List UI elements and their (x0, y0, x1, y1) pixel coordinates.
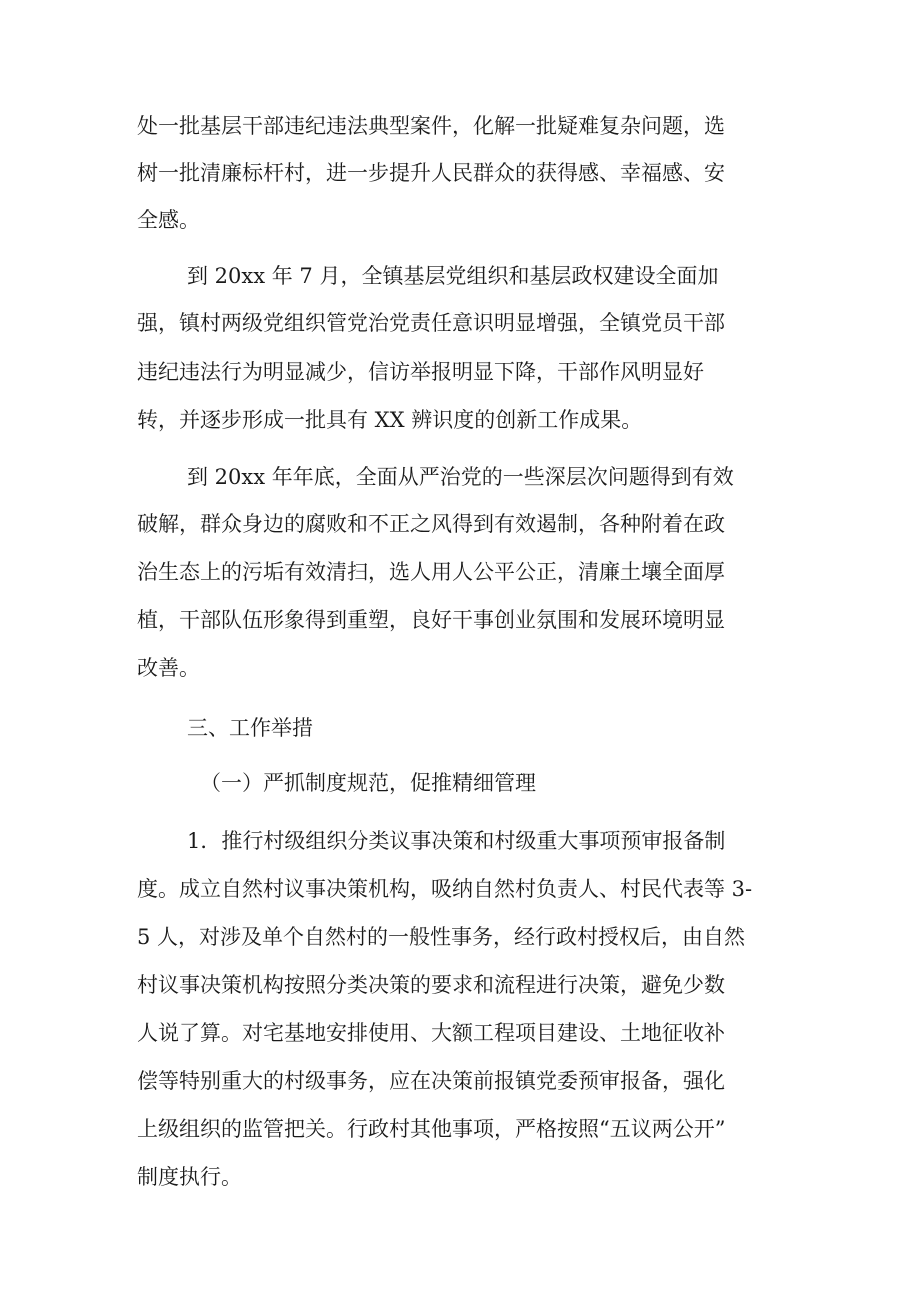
paragraph-4-line-1: 1．推行村级组织分类议事决策和村级重大事项预审报备制 (187, 829, 726, 853)
paragraph-3-line-4: 植，干部队伍形象得到重塑，良好干事创业氛围和发展环境明显 (137, 608, 725, 632)
subsection-heading: （一）严抓制度规范，促推精细管理 (200, 771, 536, 795)
paragraph-2-line-2: 强，镇村两级党组织管党治党责任意识明显增强，全镇党员干部 (137, 311, 725, 335)
paragraph-4-line-4: 村议事决策机构按照分类决策的要求和流程进行决策，避免少数 (137, 973, 725, 997)
paragraph-3-line-3: 治生态上的污垢有效清扫，选人用人公平公正，清廉土壤全面厚 (137, 560, 725, 584)
paragraph-4-line-2: 度。成立自然村议事决策机构，吸纳自然村负责人、村民代表等 3- (137, 877, 753, 901)
paragraph-1-line-2: 树一批清廉标杆村，进一步提升人民群众的获得感、幸福感、安 (137, 161, 725, 185)
paragraph-1-line-1: 处一批基层干部违纪违法典型案件，化解一批疑难复杂问题，选 (137, 114, 725, 138)
paragraph-3-line-1: 到 20xx 年年底，全面从严治党的一些深层次问题得到有效 (187, 465, 734, 489)
paragraph-4-line-7: 上级组织的监管把关。行政村其他事项，严格按照“五议两公开” (137, 1117, 726, 1141)
paragraph-4-line-8: 制度执行。 (137, 1165, 242, 1189)
paragraph-4-line-3: 5 人，对涉及单个自然村的一般性事务，经行政村授权后，由自然 (137, 925, 746, 949)
paragraph-4-line-5: 人说了算。对宅基地安排使用、大额工程项目建设、土地征收补 (137, 1021, 725, 1045)
section-heading: 三、工作举措 (187, 716, 313, 740)
paragraph-1-line-3: 全感。 (137, 208, 200, 232)
paragraph-3-line-5: 改善。 (137, 656, 200, 680)
paragraph-3-line-2: 破解，群众身边的腐败和不正之风得到有效遏制，各种附着在政 (137, 512, 725, 536)
paragraph-2-line-1: 到 20xx 年 7 月，全镇基层党组织和基层政权建设全面加 (187, 264, 719, 288)
paragraph-2-line-3: 违纪违法行为明显减少，信访举报明显下降，干部作风明显好 (137, 360, 704, 384)
paragraph-4-line-6: 偿等特别重大的村级事务，应在决策前报镇党委预审报备，强化 (137, 1069, 725, 1093)
paragraph-2-line-4: 转，并逐步形成一批具有 XX 辨识度的创新工作成果。 (137, 408, 643, 432)
